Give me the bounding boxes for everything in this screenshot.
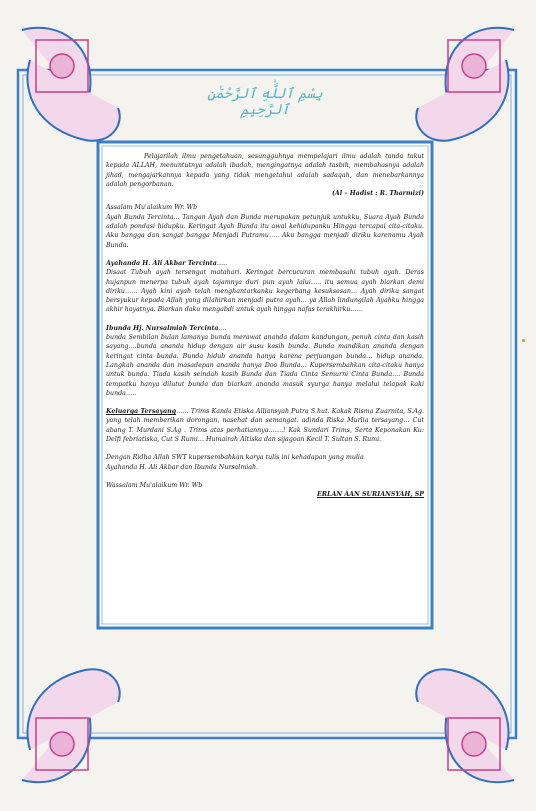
dedication-line-1: Dengan Ridha Allah SWT kupersembahkan karya tulis ini kehadapan yang mulia	[106, 454, 364, 462]
stray-dot	[522, 339, 525, 342]
father-heading-line	[106, 259, 424, 268]
father-heading: Ayahanda H. Ali Akbar Tercinta	[106, 259, 217, 267]
corner-ornament-bottom-right	[416, 669, 514, 782]
closing-salutation: Wassalam Mu'alaikum Wr. Wb	[106, 481, 203, 489]
author-signature: ERLAN AAN SURIANSYAH, SP	[316, 491, 424, 499]
mother-heading: Ibunda Hj. Nursalmiah Tercinta	[106, 324, 219, 332]
bismillah-calligraphy	[190, 86, 340, 146]
dedication-text-block	[106, 152, 424, 622]
father-heading-trail: …..	[216, 259, 228, 267]
corner-ornament-top-left	[22, 28, 120, 141]
greeting-salutation: Assalam Mu'alaikum Wr. Wb	[106, 204, 198, 212]
hadith-source: (Al – Hadist : R. Tharmizi)	[331, 190, 424, 198]
family-heading-trail: ……	[176, 408, 189, 416]
bismillah-text: بِسْمِ ٱللَّٰهِ ٱلرَّحْمَٰنِ ٱلرَّحِيمِ	[207, 86, 323, 118]
mother-heading-line	[106, 324, 424, 333]
mother-paragraph: bunda Sembilan bulan lamanya bunda merawat ananda dalam kandungan, penuh cinta dan kasih sayang….bunda ananda hidup dengan air susu kasih bunda. Bunda mandikan ananda dengan keringat cinta bunda. Bunda hidub ananda hanya karena perjuangan bunda… hidup ananda. Langkah ananda dan masadepan ananda hanya Doa Bunda… Kupersembahkan cita-citaku hanya untuk bunda. Tiada kasih seindah kasih Bunda dan Tiada Cinta Semurni Cinta Bunda…. Bunda tempatku hanya dilutut bunda dan biarkan ananda masuk syurga hanya melalui telapak kaki bunda…..	[106, 334, 424, 397]
corner-ornament-top-right	[416, 28, 514, 141]
greeting-paragraph: Ayah Bunda Tercinta… Tangan Ayah dan Bunda merupakan petunjuk untukku, Suara Ayah Bunda adalah pondasi hidupku. Keringat Ayah Bunda itu awal kehidupanku Hingga tercapai cita-citaku. Aku bangga dan sangat bangga Menjadi Putramu….. Aku bangga menjadi diriku karenamu Ayah Bunda.	[106, 213, 424, 249]
family-heading: Keluarga Tersayang	[106, 408, 177, 416]
dedication-line-2: Ayahanda H. Ali Akbar dan Ibunda Nursalmiah.	[106, 463, 259, 471]
family-body: Trims Kanda Etiska Alliansyah Putra S.hut. Kakak Risma Zuarnita, S.Ag. yang telah memberikan dorongan, nasehat dan semangat. adinda Riska Murlia tersayang… Cut abang T. Murdani S.Ag . Trims atas perhatiannya…….! Kak Sundari Trims, Serta Keponakan Ku: Delfi febriatiska, Cut S Rumi… Humairah Altiska dan sijagoan Kecil T. Sultan S. Rumi.	[106, 408, 425, 444]
father-paragraph: Disaat Tubuh ayah tersengat matahari. Keringat bercucuran membasahi tubuh ayah. Deras hujanpun menerpa tubuh ayah tajamnya duri pun ayah lalui….. itu semua ayah biarkan demi diriku…… Ayah kini ayah telah menghantarkanku kegerbang kesuksesan… Ayah diriku sangat bersyukur kepada Allah yang dilahirkan menjadi putra ayah… ya Allah lindungilah Ayahku hingga akhir hayatnya. Biarkan daku mengabdi untuk ayah hingga nafas terakhirku……	[106, 269, 424, 314]
family-paragraph	[106, 407, 424, 444]
mother-heading-trail: ….	[218, 324, 227, 332]
corner-ornament-bottom-left	[22, 669, 120, 782]
hadith-quote: Pelajarilah ilmu pengetahuan, sesungguhnya mempelajari ilmu adalah tanda takut kepada ALLAH, menuntutnya adalah ibadah, mengingatnya adalah tasbih, membahasnya adalah jihad, mengajarkannya kepada yang tidak mengetahui adalah sadaqah, dan menebarkannya adalah pengorbanan.	[106, 153, 424, 188]
